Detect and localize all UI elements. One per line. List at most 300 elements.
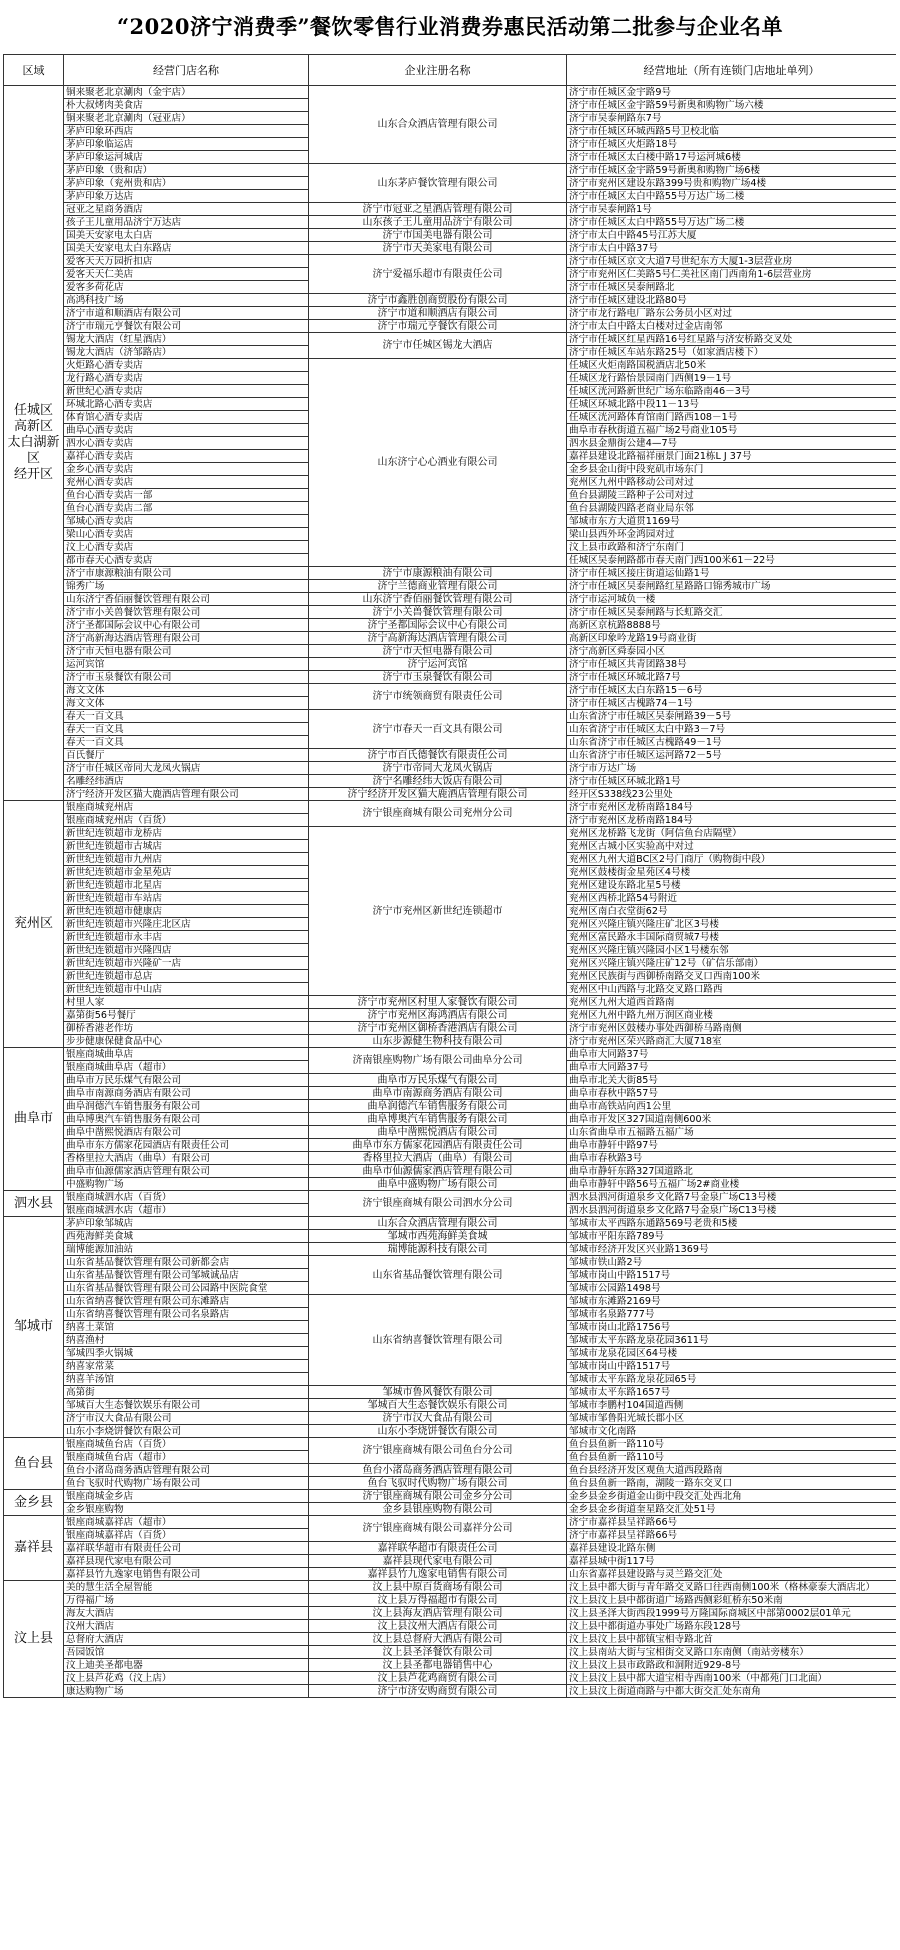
address-cell: 任城区火炬南路国税酒店北50米 (567, 359, 897, 372)
address-cell: 山东省济宁市任城区运河路72－5号 (567, 749, 897, 762)
store-name-cell: 新世纪连锁超市北星店 (64, 879, 309, 892)
company-name-cell: 邹城市西苑海鲜美食城 (309, 1230, 567, 1243)
table-row (4, 294, 897, 307)
address-cell: 泗水县泗河街道泉乡文化路7号金泉广场C13号楼 (567, 1204, 897, 1217)
store-name-cell: 济宁市汉大食品有限公司 (64, 1412, 309, 1425)
address-cell: 济宁市任城区太白楼中路17号运河城6楼 (567, 151, 897, 164)
company-name-cell: 曲阜博奥汽车销售服务有限公司 (309, 1113, 567, 1126)
table-row (4, 164, 897, 177)
store-name-cell: 新世纪心酒专卖店 (64, 385, 309, 398)
address-cell: 邹城市太平东路龙泉花园65号 (567, 1373, 897, 1386)
table-row (4, 216, 897, 229)
company-name-cell: 济宁市统领商贸有限责任公司 (309, 684, 567, 710)
header-store-name: 经营门店名称 (64, 55, 309, 86)
address-cell: 兖州区南白衣堂街62号 (567, 905, 897, 918)
store-name-cell: 济宁市玉泉餐饮有限公司 (64, 671, 309, 684)
store-name-cell: 银座商城嘉祥店（超市） (64, 1516, 309, 1529)
region-name-line: 太白湖新区 (7, 435, 60, 466)
company-name-cell: 济宁市帝同大龙凤火锅店 (309, 762, 567, 775)
store-name-cell: 西苑海鲜美食城 (64, 1230, 309, 1243)
address-cell: 济宁市任城区共青团路38号 (567, 658, 897, 671)
table-row (4, 333, 897, 346)
store-name-cell: 龙行路心酒专卖店 (64, 372, 309, 385)
store-name-cell: 山东小李烧饼餐饮有限公司 (64, 1425, 309, 1438)
address-cell: 邹城市太平东路1657号 (567, 1386, 897, 1399)
address-cell: 曲阜市大同路37号 (567, 1061, 897, 1074)
store-name-cell: 新世纪连锁超市九州店 (64, 853, 309, 866)
table-row (4, 567, 897, 580)
table-row (4, 1633, 897, 1646)
store-name-cell: 兖州心酒专卖店 (64, 476, 309, 489)
store-name-cell: 鱼台心酒专卖店一部 (64, 489, 309, 502)
address-cell: 梁山县西外环金鸿园对过 (567, 528, 897, 541)
address-cell: 汶上县中都街道办事处广场路东段128号 (567, 1620, 897, 1633)
address-cell: 济宁市任城区金宇路59号新奥和购物广场6楼 (567, 164, 897, 177)
table-row (4, 1217, 897, 1230)
address-cell: 济宁市兖州区龙桥南路184号 (567, 814, 897, 827)
region-name-line: 经开区 (13, 467, 53, 482)
address-cell: 鱼台县湖陵三路种子公司对过 (567, 489, 897, 502)
table-row (4, 580, 897, 593)
store-name-cell: 百氏餐厅 (64, 749, 309, 762)
address-cell: 任城区洸河路体育馆南门路西108－1号 (567, 411, 897, 424)
address-cell: 济宁市兖州区建设东路399号贵和购物广场4楼 (567, 177, 897, 190)
store-name-cell: 茅庐印象万达店 (64, 190, 309, 203)
address-cell: 邹城市邹鲁阳光城长郡小区 (567, 1412, 897, 1425)
store-name-cell: 新世纪连锁超市健康店 (64, 905, 309, 918)
company-name-cell: 济宁市春天一百文具有限公司 (309, 710, 567, 749)
store-name-cell: 国美天安家电太白店 (64, 229, 309, 242)
address-cell: 邹城市经济开发区兴业路1369号 (567, 1243, 897, 1256)
store-name-cell: 泗水心酒专卖店 (64, 437, 309, 450)
address-cell: 济宁市兖州区仁美路5号仁美社区南门西南角1-6层营业房 (567, 268, 897, 281)
address-cell: 邹城市铁山路2号 (567, 1256, 897, 1269)
address-cell: 济宁市任城区火炬路18号 (567, 138, 897, 151)
address-cell: 济宁市太白中路太白楼对过金店南邻 (567, 320, 897, 333)
address-cell: 济宁市任城区红星西路16号红星路与济安桥路交叉处 (567, 333, 897, 346)
address-cell: 兖州区民族街与西御桥南路交叉口西南100米 (567, 970, 897, 983)
table-row (4, 1516, 897, 1529)
store-name-cell: 纳喜羊汤馆 (64, 1373, 309, 1386)
store-name-cell: 银座商城嘉祥店（百货） (64, 1529, 309, 1542)
store-name-cell: 朴大叔烤肉美食店 (64, 99, 309, 112)
store-name-cell: 济宁市小关兽餐饮管理有限公司 (64, 606, 309, 619)
store-name-cell: 锡龙大酒店（红星酒店） (64, 333, 309, 346)
store-name-cell: 汶州大酒店 (64, 1620, 309, 1633)
address-cell: 济宁市任城区吴泰闸路红星路路口锦秀城市广场 (567, 580, 897, 593)
address-cell: 邹城市李鹏村104国道西侧 (567, 1399, 897, 1412)
store-name-cell: 鱼台心酒专卖店二部 (64, 502, 309, 515)
table-row (4, 1178, 897, 1191)
table-row (4, 1477, 897, 1490)
address-cell: 兖州区兴隆庄镇兴隆庄矿北区3号楼 (567, 918, 897, 931)
table-row (4, 593, 897, 606)
store-name-cell: 茅庐印象运河城店 (64, 151, 309, 164)
address-cell: 济宁市龙行路电厂路东公务员小区对过 (567, 307, 897, 320)
address-cell: 汶上县中都大街与青年路交叉路口往西南侧100米（格林豪泰大酒店北） (567, 1581, 897, 1594)
store-name-cell: 茅庐印象（贵和店） (64, 164, 309, 177)
company-name-cell: 济宁兰德商业管理有限公司 (309, 580, 567, 593)
company-name-cell: 济宁圣都国际会议中心有限公司 (309, 619, 567, 632)
store-name-cell: 康达购物广场 (64, 1685, 309, 1698)
address-cell: 汶上县圣泽大街西段1999号万隆国际商城区中部第0002层01单元 (567, 1607, 897, 1620)
address-cell: 济宁市嘉祥县呈祥路66号 (567, 1529, 897, 1542)
store-name-cell: 济宁圣都国际会议中心有限公司 (64, 619, 309, 632)
company-name-cell: 山东步源健生物科技有限公司 (309, 1035, 567, 1048)
region-name-line: 曲阜市 (13, 1111, 53, 1126)
store-name-cell: 香格里拉大酒店（曲阜）有限公司 (64, 1152, 309, 1165)
company-name-cell: 邹城百大生态餐饮娱乐有限公司 (309, 1399, 567, 1412)
company-name-cell: 济宁银座商城有限公司鱼台分公司 (309, 1438, 567, 1464)
address-cell: 曲阜市大同路37号 (567, 1048, 897, 1061)
store-name-cell: 新世纪连锁超市兴隆四店 (64, 944, 309, 957)
address-cell: 济宁市嘉祥县呈祥路66号 (567, 1516, 897, 1529)
company-name-cell: 济宁市冠亚之星酒店管理有限公司 (309, 203, 567, 216)
address-cell: 金乡县金乡街道金山街中段交汇处西北角 (567, 1490, 897, 1503)
region-name-line: 汶上县 (13, 1631, 53, 1646)
company-name-cell: 鱼台小渚岛商务酒店管理有限公司 (309, 1464, 567, 1477)
store-name-cell: 曲阜润德汽车销售服务有限公司 (64, 1100, 309, 1113)
address-cell: 曲阜市静轩中路97号 (567, 1139, 897, 1152)
store-name-cell: 中盛购物广场 (64, 1178, 309, 1191)
address-cell: 兖州区龙桥路飞龙街（阿信鱼台店隔壁） (567, 827, 897, 840)
region-cell (4, 1516, 64, 1581)
company-name-cell: 曲阜中盛购物广场有限公司 (309, 1178, 567, 1191)
company-name-cell: 济南银座购物广场有限公司曲阜分公司 (309, 1048, 567, 1074)
store-name-cell: 银座商城曲阜店 (64, 1048, 309, 1061)
address-cell: 兖州区九州中路九州万润区商业楼 (567, 1009, 897, 1022)
region-name-line: 高新区 (13, 419, 53, 434)
address-cell: 兖州区兴隆庄镇兴隆园小区1号楼东邻 (567, 944, 897, 957)
region-cell (4, 801, 64, 1048)
company-name-cell: 曲阜市南源商务酒店有限公司 (309, 1087, 567, 1100)
table-row (4, 1243, 897, 1256)
region-cell (4, 1191, 64, 1217)
address-cell: 济宁市吴泰闸路东7号 (567, 112, 897, 125)
store-name-cell: 爱客多荷花店 (64, 281, 309, 294)
store-name-cell: 曲阜市东方儒家花园酒店有限责任公司 (64, 1139, 309, 1152)
table-row (4, 619, 897, 632)
store-name-cell: 山东省基品餐饮管理有限公司新都会店 (64, 1256, 309, 1269)
address-cell: 汶上县汶上县市政路政和洞附近929-8号 (567, 1659, 897, 1672)
address-cell: 汶上县南站大街与宝相街交叉路口东南侧（南站旁楼东） (567, 1646, 897, 1659)
address-cell: 兖州区建设东路北星5号楼 (567, 879, 897, 892)
address-cell: 济宁市太白中路37号 (567, 242, 897, 255)
region-name-line: 邹城市 (13, 1319, 53, 1334)
region-cell (4, 1490, 64, 1516)
address-cell: 嘉祥县城中街117号 (567, 1555, 897, 1568)
region-name-line: 鱼台县 (13, 1455, 53, 1471)
company-name-cell: 山东合众酒店管理有限公司 (309, 86, 567, 164)
company-name-cell: 济宁经济开发区猫大鹿酒店管理有限公司 (309, 788, 567, 801)
table-row (4, 671, 897, 684)
header-region: 区域 (4, 55, 64, 86)
store-name-cell: 鱼台小渚岛商务酒店管理有限公司 (64, 1464, 309, 1477)
company-name-cell: 济宁市道和顺酒店有限公司 (309, 307, 567, 320)
store-name-cell: 茅庐印象临运店 (64, 138, 309, 151)
company-name-cell: 汶上县汶州大酒店有限公司 (309, 1620, 567, 1633)
address-cell: 邹城市岗山中路1517号 (567, 1360, 897, 1373)
address-cell: 济宁市任城区接庄街道运仙路1号 (567, 567, 897, 580)
store-name-cell: 春天一百文具 (64, 723, 309, 736)
store-name-cell: 曲阜心酒专卖店 (64, 424, 309, 437)
store-name-cell: 山东省基品餐饮管理有限公司公园路中医院食堂 (64, 1282, 309, 1295)
store-name-cell: 银座商城鱼台店（百货） (64, 1438, 309, 1451)
region-name-line: 嘉祥县 (13, 1540, 53, 1555)
company-name-cell: 济宁市兖州区新世纪连锁超市 (309, 827, 567, 996)
table-row (4, 203, 897, 216)
address-cell: 邹城市公园路1498号 (567, 1282, 897, 1295)
table-row (4, 1555, 897, 1568)
address-cell: 曲阜市北关大街85号 (567, 1074, 897, 1087)
store-name-cell: 金乡心酒专卖店 (64, 463, 309, 476)
address-cell: 济宁市吴泰闸路1号 (567, 203, 897, 216)
address-cell: 济宁市任城区太白东路15－6号 (567, 684, 897, 697)
company-name-cell: 山东小李烧饼餐饮有限公司 (309, 1425, 567, 1438)
table-row (4, 1048, 897, 1061)
store-name-cell: 新世纪连锁超市中山店 (64, 983, 309, 996)
address-cell: 兖州区鼓楼街金星苑区4号楼 (567, 866, 897, 879)
store-name-cell: 曲阜市万民乐煤气有限公司 (64, 1074, 309, 1087)
address-cell: 兖州区西桥北路54号附近 (567, 892, 897, 905)
store-name-cell: 美的慧生活全屋智能 (64, 1581, 309, 1594)
store-name-cell: 山东省纳喜餐饮管理有限公司东滩路店 (64, 1295, 309, 1308)
table-row (4, 1152, 897, 1165)
table-row (4, 1620, 897, 1633)
table-row (4, 229, 897, 242)
store-name-cell: 冠亚之星商务酒店 (64, 203, 309, 216)
table-row (4, 1399, 897, 1412)
store-name-cell: 新世纪连锁超市车站店 (64, 892, 309, 905)
table-row (4, 1126, 897, 1139)
address-cell: 汶上县汶上街道商路与中都大街交汇处东南角 (567, 1685, 897, 1698)
region-cell (4, 1217, 64, 1438)
address-cell: 济宁市任城区京文大道7号世纪东方大厦1-3层营业房 (567, 255, 897, 268)
address-cell: 曲阜市高铁站向西1公里 (567, 1100, 897, 1113)
store-name-cell: 济宁高新海达酒店管理有限公司 (64, 632, 309, 645)
store-name-cell: 万得福广场 (64, 1594, 309, 1607)
table-row (4, 1464, 897, 1477)
table-header-row (4, 55, 897, 86)
company-name-cell: 济宁市任城区锡龙大酒店 (309, 333, 567, 359)
table-row (4, 1009, 897, 1022)
store-name-cell: 银座商城泗水店（百货） (64, 1191, 309, 1204)
table-row (4, 1386, 897, 1399)
address-cell: 任城区吴泰闸路都市春天南门西100米61－22号 (567, 554, 897, 567)
store-name-cell: 新世纪连锁超市永丰店 (64, 931, 309, 944)
region-name-line: 兖州区 (13, 916, 53, 931)
table-row (4, 1425, 897, 1438)
store-name-cell: 锡龙大酒店（济邹路店） (64, 346, 309, 359)
store-name-cell: 银座商城兖州店 (64, 801, 309, 814)
company-name-cell: 济宁市鑫胜创商贸股份有限公司 (309, 294, 567, 307)
region-name-line: 泗水县 (13, 1195, 53, 1211)
address-cell: 济宁市兖州区鼓楼办事处西御桥马路南侧 (567, 1022, 897, 1035)
store-name-cell: 御桥香港老作坊 (64, 1022, 309, 1035)
company-name-cell: 瑞博能源科技有限公司 (309, 1243, 567, 1256)
company-name-cell: 济宁小关兽餐饮管理有限公司 (309, 606, 567, 619)
address-cell: 汶上县汶上县中都镇宝相寺路北首 (567, 1633, 897, 1646)
store-name-cell: 银座商城兖州店（百货） (64, 814, 309, 827)
address-cell: 曲阜市春秋路3号 (567, 1152, 897, 1165)
table-row (4, 1503, 897, 1516)
address-cell: 曲阜市静轩东路327国道路北 (567, 1165, 897, 1178)
table-row (4, 684, 897, 697)
company-name-cell: 济宁市天恒电器有限公司 (309, 645, 567, 658)
address-cell: 济宁市任城区太白中路55号万达广场二楼 (567, 216, 897, 229)
company-name-cell: 济宁市百氏德餐饮有限责任公司 (309, 749, 567, 762)
table-row (4, 1685, 897, 1698)
table-row (4, 320, 897, 333)
store-name-cell: 高第街 (64, 1386, 309, 1399)
store-name-cell: 银座商城金乡店 (64, 1490, 309, 1503)
table-row (4, 1542, 897, 1555)
table-row (4, 1412, 897, 1425)
store-name-cell: 金乡银座购物 (64, 1503, 309, 1516)
address-cell: 嘉祥县建设北路东侧 (567, 1542, 897, 1555)
address-cell: 济宁市任城区吴泰闸路与长虹路交汇 (567, 606, 897, 619)
table-row (4, 1594, 897, 1607)
table-row (4, 749, 897, 762)
address-cell: 邹城市龙泉花园区64号楼 (567, 1347, 897, 1360)
store-name-cell: 体育馆心酒专卖店 (64, 411, 309, 424)
table-row (4, 1646, 897, 1659)
company-name-cell: 山东省纳喜餐饮管理有限公司 (309, 1295, 567, 1386)
address-cell: 济宁市任城区环城北路1号 (567, 775, 897, 788)
table-row (4, 788, 897, 801)
store-name-cell: 山东济宁香佰丽餐饮管理有限公司 (64, 593, 309, 606)
store-name-cell: 嘉祥心酒专卖店 (64, 450, 309, 463)
address-cell: 邹城市太平东路龙泉花园3611号 (567, 1334, 897, 1347)
address-cell: 兖州区古城小区实验高中对过 (567, 840, 897, 853)
company-name-cell: 济宁名雕经纬大饭店有限公司 (309, 775, 567, 788)
store-name-cell: 汶上迪美圣都电器 (64, 1659, 309, 1672)
company-name-cell: 济宁运河宾馆 (309, 658, 567, 671)
store-name-cell: 汶上心酒专卖店 (64, 541, 309, 554)
company-name-cell: 济宁市康源粮油有限公司 (309, 567, 567, 580)
table-row (4, 1191, 897, 1204)
address-cell: 济宁市兖州区荣兴路商汇大厦718室 (567, 1035, 897, 1048)
table-row (4, 606, 897, 619)
table-row (4, 1022, 897, 1035)
table-row (4, 1035, 897, 1048)
table-row (4, 1607, 897, 1620)
company-name-cell: 济宁市兖州区海鸿酒店有限公司 (309, 1009, 567, 1022)
store-name-cell: 鱼台飞驭时代购物广场有限公司 (64, 1477, 309, 1490)
address-cell: 邹城市东方大道贯1169号 (567, 515, 897, 528)
address-cell: 济宁市任城区太白中路55号万达广场二楼 (567, 190, 897, 203)
store-name-cell: 新世纪连锁超市龙桥店 (64, 827, 309, 840)
company-name-cell: 曲阜润德汽车销售服务有限公司 (309, 1100, 567, 1113)
address-cell: 高新区京杭路8888号 (567, 619, 897, 632)
address-cell: 邹城市岗山北路1756号 (567, 1321, 897, 1334)
address-cell: 曲阜市开发区327国道南侧600米 (567, 1113, 897, 1126)
table-row (4, 1295, 897, 1308)
company-name-cell: 济宁市天美家电有限公司 (309, 242, 567, 255)
company-name-cell: 济宁市济安购商贸有限公司 (309, 1685, 567, 1698)
table-row (4, 710, 897, 723)
address-cell: 兖州区兴隆庄镇兴隆庄矿12号（矿信乐部南） (567, 957, 897, 970)
address-cell: 泗水县金鼎街公建4—7号 (567, 437, 897, 450)
address-cell: 兖州区中山西路与北路交叉路口路西 (567, 983, 897, 996)
address-cell: 邹城市平阳东路789号 (567, 1230, 897, 1243)
company-name-cell: 邹城市鲁风餐饮有限公司 (309, 1386, 567, 1399)
company-name-cell: 济宁市兖州区村里人家餐饮有限公司 (309, 996, 567, 1009)
store-name-cell: 吾园饭馆 (64, 1646, 309, 1659)
store-name-cell: 新世纪连锁超市金星苑店 (64, 866, 309, 879)
region-cell (4, 86, 64, 801)
company-name-cell: 济宁市汉大食品有限公司 (309, 1412, 567, 1425)
company-name-cell: 嘉祥联华超市有限责任公司 (309, 1542, 567, 1555)
table-row (4, 775, 897, 788)
table-row (4, 307, 897, 320)
table-row (4, 86, 897, 99)
store-name-cell: 嘉祥县竹九逸家电销售有限公司 (64, 1568, 309, 1581)
company-name-cell: 济宁爱福乐超市有限责任公司 (309, 255, 567, 294)
region-cell (4, 1048, 64, 1191)
company-name-cell: 嘉祥县现代家电有限公司 (309, 1555, 567, 1568)
company-name-cell: 济宁银座商城有限公司泗水分公司 (309, 1191, 567, 1217)
table-row (4, 1438, 897, 1451)
store-name-cell: 嘉第街56号餐厅 (64, 1009, 309, 1022)
store-name-cell: 锦秀广场 (64, 580, 309, 593)
store-name-cell: 瑞博能源加油站 (64, 1243, 309, 1256)
store-name-cell: 海文文体 (64, 684, 309, 697)
store-name-cell: 春天一百文具 (64, 736, 309, 749)
table-row (4, 1490, 897, 1503)
store-name-cell: 茅庐印象（兖州贵和店） (64, 177, 309, 190)
store-name-cell: 银座商城鱼台店（超市） (64, 1451, 309, 1464)
address-cell: 济宁市任城区吴泰闸路北 (567, 281, 897, 294)
header-address: 经营地址（所有连锁门店地址单列） (567, 55, 897, 86)
address-cell: 鱼台县鱼新一路南，湖陵一路东交叉口 (567, 1477, 897, 1490)
address-cell: 兖州区富民路永丰国际商贸城7号楼 (567, 931, 897, 944)
address-cell: 曲阜市静轩中路56号五福广场2#商业楼 (567, 1178, 897, 1191)
table-row (4, 1581, 897, 1594)
address-cell: 鱼台县鱼新一路110号 (567, 1451, 897, 1464)
store-name-cell: 爱客天天万园折扣店 (64, 255, 309, 268)
store-name-cell: 济宁市道和顺酒店有限公司 (64, 307, 309, 320)
company-name-cell: 嘉祥县竹九逸家电销售有限公司 (309, 1568, 567, 1581)
company-name-cell: 曲阜市万民乐煤气有限公司 (309, 1074, 567, 1087)
store-name-cell: 山东省基品餐饮管理有限公司邹城诚品店 (64, 1269, 309, 1282)
store-name-cell: 铜来聚老北京涮肉（金宇店） (64, 86, 309, 99)
store-name-cell: 步步健康保健食品中心 (64, 1035, 309, 1048)
table-row (4, 1659, 897, 1672)
address-cell: 山东省济宁市任城区吴泰闸路39－5号 (567, 710, 897, 723)
address-cell: 泗水县泗河街道泉乡文化路7号金泉广场C13号楼 (567, 1191, 897, 1204)
store-name-cell: 火炬路心酒专卖店 (64, 359, 309, 372)
store-name-cell: 银座商城曲阜店（超市） (64, 1061, 309, 1074)
address-cell: 兖州区九州中路移动公司对过 (567, 476, 897, 489)
address-cell: 任城区洸河路新世纪广场东临路南46－3号 (567, 385, 897, 398)
address-cell: 济宁市任城区金宇路59号新奥和购物广场六楼 (567, 99, 897, 112)
address-cell: 山东省曲阜市五福路五福广场 (567, 1126, 897, 1139)
store-name-cell: 环城北路心酒专卖店 (64, 398, 309, 411)
address-cell: 济宁市任城区环城北路7号 (567, 671, 897, 684)
address-cell: 鱼台县鱼新一路110号 (567, 1438, 897, 1451)
store-name-cell: 纳喜土菜馆 (64, 1321, 309, 1334)
table-row (4, 1074, 897, 1087)
address-cell: 汶上县市政路和济宁东南门 (567, 541, 897, 554)
address-cell: 邹城市东滩路2169号 (567, 1295, 897, 1308)
address-cell: 汶上县汶上县中都大道宝相寺西南100米（中都苑门口北面） (567, 1672, 897, 1685)
header-company-name: 企业注册名称 (309, 55, 567, 86)
store-name-cell: 名雕经纬酒店 (64, 775, 309, 788)
table-row (4, 1113, 897, 1126)
store-name-cell: 新世纪连锁超市总店 (64, 970, 309, 983)
address-cell: 金乡县金乡街道奎星路交汇处51号 (567, 1503, 897, 1516)
